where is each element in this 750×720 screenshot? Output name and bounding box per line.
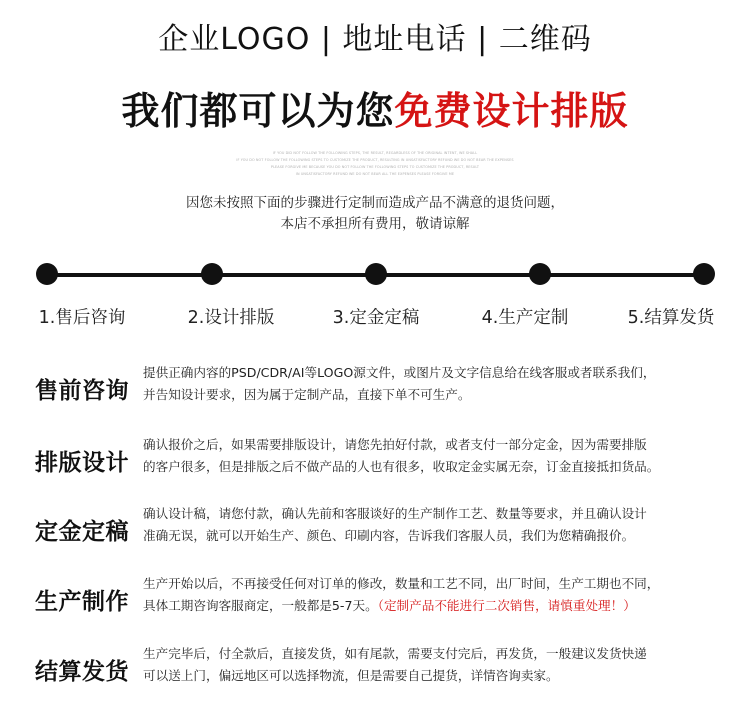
step-label-presale: 1.售后咨询 (38, 308, 126, 328)
fine-print-line: PLEASE FORGIVE ME BECAUSE YOU DO NOT FOLLOW THE FOLLOWING STEPS TO CUSTOMIZE THE PRODUCT, RESULT (270, 165, 480, 169)
step-dot-icon (36, 263, 58, 285)
notice-line-1: 因您未按照下面的步骤进行定制而造成产品不满意的退货问题， (186, 195, 564, 211)
section-text-line: 的客户很多，但是排版之后不做产品的人也有很多，收取定金实属无奈，订金直接抵扣货品。 (143, 459, 660, 474)
header-contact-title: 企业LOGO | 地址电话 | 二维码 (158, 22, 592, 57)
step-label-design: 2.设计排版 (187, 308, 275, 328)
section-production (0, 573, 750, 633)
headline-red-text: 免费设计排版 (394, 89, 629, 133)
section-presale-consult (0, 362, 750, 422)
free-design-headline (0, 80, 750, 135)
step-label-production: 4.生产定制 (481, 308, 569, 328)
step-dot-icon (693, 263, 715, 285)
section-text-line: 生产完毕后，付全款后，直接发货，如有尾款，需要支付完后，再发货，一般建议发货快递 (143, 646, 647, 661)
step-dot-icon (201, 263, 223, 285)
headline-black-text: 我们都可以为您 (121, 89, 395, 133)
section-description (143, 434, 733, 478)
resale-warning-text: （定制产品不能进行二次销售，请慎重处理！） (377, 598, 636, 613)
section-title: 售前咨询 (35, 378, 129, 404)
notice-line-2: 本店不承担所有费用，敬请谅解 (280, 216, 470, 232)
section-text-line (143, 595, 733, 617)
fine-print-line: IN UNSATISFACTORY REFUND WE DO NOT BEAR ALL THE EXPENSES PLEASE FORGIVE ME (295, 172, 455, 176)
section-text-line: 准确无误，就可以开始生产、颜色、印刷内容，告诉我们客服人员，我们为您精确报价。 (143, 528, 635, 543)
section-title: 结算发货 (35, 659, 129, 685)
section-description (143, 573, 733, 617)
section-text-line: 提供正确内容的PSD/CDR/AI等LOGO源文件，或图片及文字信息给在线客服或者联系我们， (143, 365, 656, 380)
section-text-line: 确认设计稿，请您付款，确认先前和客服谈好的生产制作工艺、数量等要求，并且确认设计 (143, 506, 647, 521)
section-title: 排版设计 (35, 450, 129, 476)
section-text-line: 确认报价之后，如果需要排版设计，请您先拍好付款，或者支付一部分定金，因为需要排版 (143, 437, 647, 452)
fine-print-line: IF YOU DID NOT FOLLOW THE FOLLOWING STEPS, THE RESULT, REGARDLESS OF THE ORIGINAL INTENT, WE SHALL (272, 151, 478, 155)
section-layout-design (0, 434, 750, 494)
section-text-line: 可以送上门，偏远地区可以选择物流，但是需要自己提货，详情咨询卖家。 (143, 668, 559, 683)
section-title: 生产制作 (35, 589, 129, 615)
section-title: 定金定稿 (35, 519, 129, 545)
step-dot-icon (529, 263, 551, 285)
step-label-deposit: 3.定金定稿 (332, 308, 420, 328)
section-description (143, 362, 733, 406)
section-description (143, 643, 733, 687)
fine-print-line: IF YOU DO NOT FOLLOW THE FOLLOWING STEPS TO CUSTOMIZE THE PRODUCT, RESULTING IN UNSATISFACTORY REFUND WE DO NOT BEAR THE EXPENSES (236, 158, 514, 162)
english-fine-print (150, 150, 600, 178)
step-dot-icon (365, 263, 387, 285)
step-label-delivery: 5.结算发货 (627, 308, 715, 328)
section-text-line: 并告知设计要求，因为属于定制产品，直接下单不可生产。 (143, 387, 471, 402)
section-text-line: 生产开始以后，不再接受任何对订单的修改，数量和工艺不同，出厂时间，生产工期也不同， (143, 576, 660, 591)
section-text-normal: 具体工期咨询客服商定，一般都是5-7天。 (143, 598, 378, 613)
refund-notice (0, 193, 750, 235)
section-settle-ship (0, 643, 750, 703)
section-description (143, 503, 733, 547)
section-deposit-confirm (0, 503, 750, 563)
